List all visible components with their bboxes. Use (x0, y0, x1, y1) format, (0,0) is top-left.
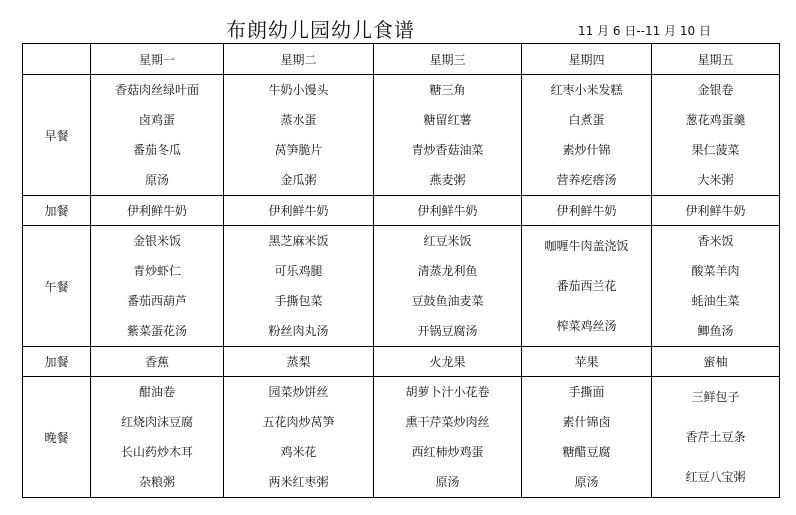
dish: 牛奶小馒头 (268, 83, 329, 97)
dish: 金银米饭 (132, 234, 181, 248)
dish: 原汤 (144, 173, 169, 187)
dish: 紫菜蛋花汤 (126, 324, 187, 338)
snack-am-friday: 伊利鲜牛奶 (652, 196, 780, 226)
day-header: 星期二 (224, 44, 374, 75)
dish: 三鲜包子 (691, 390, 740, 404)
dish: 两米红枣粥 (268, 475, 329, 489)
dish: 蚝油生菜 (691, 294, 740, 308)
snack-pm-wednesday: 火龙果 (374, 347, 522, 377)
dish: 糖留红薯 (423, 113, 472, 127)
dinner-row (23, 377, 780, 498)
lunch-row (23, 226, 780, 347)
dish: 大米粥 (697, 173, 734, 187)
corner-cell (23, 44, 91, 75)
dinner-thursday (522, 377, 652, 498)
snack-pm-row (23, 347, 780, 377)
dish: 糖醋豆腐 (562, 445, 611, 459)
dish: 金银卷 (697, 83, 734, 97)
dish: 果仁菠菜 (691, 143, 740, 157)
dish: 开锅豆腐汤 (417, 324, 478, 338)
dinner-tuesday (224, 377, 374, 498)
snack-pm-thursday: 苹果 (522, 347, 652, 377)
day-header: 星期五 (652, 44, 780, 75)
dish: 金瓜粥 (280, 173, 317, 187)
dish: 白煮蛋 (568, 113, 605, 127)
meal-label-lunch: 午餐 (23, 226, 91, 347)
dish: 红枣小米发糕 (550, 83, 623, 97)
dish: 番茄西葫芦 (126, 294, 187, 308)
meal-label-dinner: 晚餐 (23, 377, 91, 498)
dish: 杂粮粥 (138, 475, 175, 489)
dish: 红豆米饭 (423, 234, 472, 248)
lunch-friday (652, 226, 780, 347)
dish: 燕麦粥 (429, 173, 466, 187)
day-header: 星期一 (91, 44, 224, 75)
dish: 素炒什锦 (562, 143, 611, 157)
dish: 手撕面 (568, 385, 605, 399)
dish: 鲫鱼汤 (697, 324, 734, 338)
dish: 青炒虾仁 (132, 264, 181, 278)
dish: 香菇肉丝绿叶面 (114, 83, 199, 97)
dish: 原汤 (435, 475, 460, 489)
lunch-tuesday (224, 226, 374, 347)
page-title: 布朗幼儿园幼儿食谱 (226, 18, 415, 42)
snack-am-row (23, 196, 780, 226)
dish: 熏干芹菜炒肉丝 (405, 415, 490, 429)
breakfast-monday (91, 75, 224, 196)
day-header: 星期四 (522, 44, 652, 75)
dish: 香芹土豆条 (685, 430, 746, 444)
breakfast-friday (652, 75, 780, 196)
dish: 五花肉炒莴笋 (262, 415, 335, 429)
dish: 素什锦卤 (562, 415, 611, 429)
dish: 红烧肉沫豆腐 (120, 415, 193, 429)
dish: 青炒香菇油菜 (411, 143, 484, 157)
lunch-wednesday (374, 226, 522, 347)
dish: 鸡米花 (280, 445, 317, 459)
dish: 西红柿炒鸡蛋 (411, 445, 484, 459)
dish: 酣油卷 (138, 385, 175, 399)
dish: 营养疙瘩汤 (556, 173, 617, 187)
dish: 红豆八宝粥 (685, 470, 746, 484)
day-header: 星期三 (374, 44, 522, 75)
menu-table (22, 43, 780, 498)
dish: 咖喱牛肉盖浇饭 (544, 239, 629, 253)
dish: 糖三角 (429, 83, 466, 97)
dish: 可乐鸡腿 (274, 264, 323, 278)
dish: 番茄冬瓜 (132, 143, 181, 157)
dish: 手撕包菜 (274, 294, 323, 308)
breakfast-tuesday (224, 75, 374, 196)
snack-am-thursday: 伊利鲜牛奶 (522, 196, 652, 226)
lunch-thursday (522, 226, 652, 347)
dish: 黑芝麻米饭 (268, 234, 329, 248)
dish: 番茄西兰花 (556, 279, 617, 293)
dish: 清蒸龙利鱼 (417, 264, 478, 278)
breakfast-thursday (522, 75, 652, 196)
breakfast-wednesday (374, 75, 522, 196)
dish: 豆鼓鱼油麦菜 (411, 294, 484, 308)
snack-pm-tuesday: 蒸梨 (224, 347, 374, 377)
snack-am-wednesday: 伊利鲜牛奶 (374, 196, 522, 226)
snack-am-tuesday: 伊利鲜牛奶 (224, 196, 374, 226)
dinner-monday (91, 377, 224, 498)
dish: 长山药炒木耳 (120, 445, 193, 459)
lunch-monday (91, 226, 224, 347)
dinner-wednesday (374, 377, 522, 498)
dish: 粉丝肉丸汤 (268, 324, 329, 338)
dinner-friday (652, 377, 780, 498)
dish: 胡萝卜汁小花卷 (405, 385, 490, 399)
header-row (23, 44, 780, 75)
dish: 原汤 (574, 475, 599, 489)
dish: 香米饭 (697, 234, 734, 248)
dish: 葱花鸡蛋羹 (685, 113, 746, 127)
dish: 榨菜鸡丝汤 (556, 319, 617, 333)
dish: 园菜炒饼丝 (268, 385, 329, 399)
dish: 莴笋脆片 (274, 143, 323, 157)
snack-am-monday: 伊利鲜牛奶 (91, 196, 224, 226)
date-range: 11 月 6 日--11 月 10 日 (578, 24, 711, 38)
meal-label-snack-am: 加餐 (23, 196, 91, 226)
dish: 蒸水蛋 (280, 113, 317, 127)
snack-pm-friday: 蜜柚 (652, 347, 780, 377)
snack-pm-monday: 香蕉 (91, 347, 224, 377)
meal-label-breakfast: 早餐 (23, 75, 91, 196)
dish: 卤鸡蛋 (138, 113, 175, 127)
dish: 酸菜羊肉 (691, 264, 740, 278)
breakfast-row (23, 75, 780, 196)
meal-label-snack-pm: 加餐 (23, 347, 91, 377)
